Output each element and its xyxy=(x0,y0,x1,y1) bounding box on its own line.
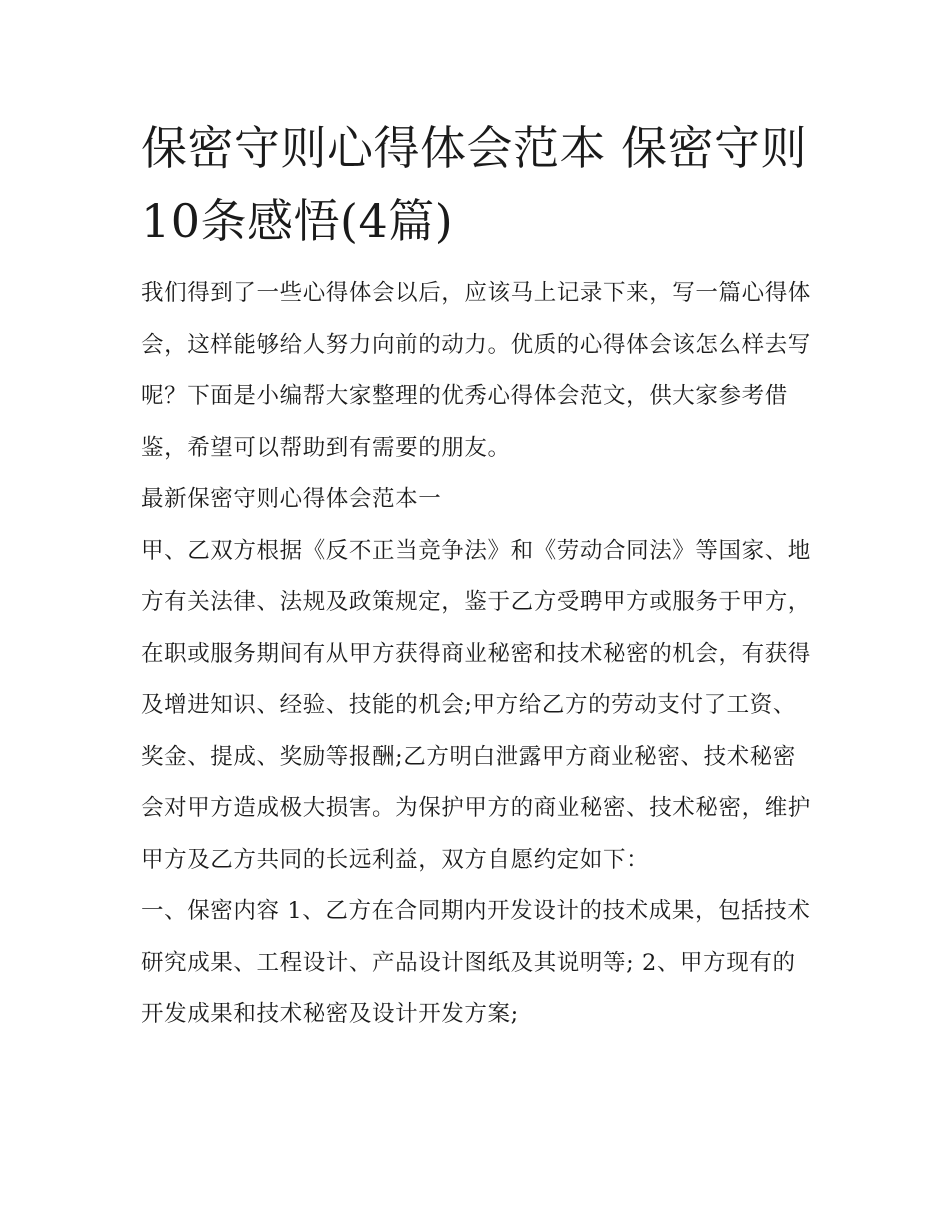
agreement-paragraph: 甲、乙双方根据《反不正当竞争法》和《劳动合同法》等国家、地方有关法律、法规及政策规定，鉴于乙方受聘甲方或服务于甲方，在职或服务期间有从甲方获得商业秘密和技术秘密的机会，有获得及增进知识、经验、技能的机会;甲方给乙方的劳动支付了工资、奖金、提成、奖励等报酬;乙方明白泄露甲方商业秘密、技术秘密会对甲方造成极大损害。为保护甲方的商业秘密、技术秘密，维护甲方及乙方共同的长远利益，双方自愿约定如下： xyxy=(141,537,811,873)
intro-paragraph: 我们得到了一些心得体会以后，应该马上记录下来，写一篇心得体会，这样能够给人努力向前的动力。优质的心得体会该怎么样去写呢？下面是小编帮大家整理的优秀心得体会范文，供大家参考借鉴，希望可以帮助到有需要的朋友。 xyxy=(141,280,811,461)
document-title: 保密守则心得体会范本 保密守则10条感悟(4篇) xyxy=(141,121,808,248)
section-heading: 最新保密守则心得体会范本一 xyxy=(141,486,442,512)
confidential-content-paragraph: 一、保密内容 1、乙方在合同期内开发设计的技术成果，包括技术研究成果、工程设计、产品设计图纸及其说明等; 2、甲方现有的开发成果和技术秘密及设计开发方案; xyxy=(141,898,811,1027)
document-content xyxy=(141,112,816,1041)
